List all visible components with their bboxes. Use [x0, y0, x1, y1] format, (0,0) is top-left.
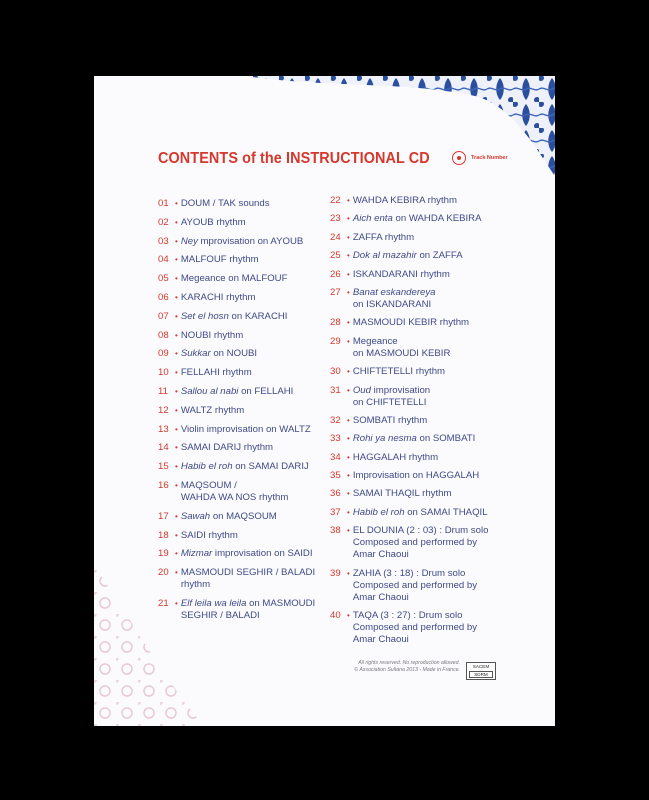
track-number: 36 — [330, 488, 341, 500]
track-item — [158, 292, 328, 304]
track-item — [330, 317, 530, 329]
track-title-italic: Aich enta — [352, 213, 393, 225]
bullet-icon: • — [175, 236, 178, 246]
track-title-text: TAQA (3 : 27) : Drum solo — [352, 610, 463, 622]
track-title-text: Megeance on MALFOUF — [180, 273, 288, 285]
track-number: 32 — [330, 414, 341, 426]
track-title — [353, 452, 530, 464]
bullet-icon: • — [175, 199, 178, 208]
track-list-left — [158, 198, 328, 629]
bullet-icon: • — [175, 330, 178, 340]
track-title — [353, 232, 530, 244]
track-title — [181, 530, 328, 542]
track-title-text: MALFOUF rhythm — [180, 254, 259, 266]
bullet-icon: • — [175, 598, 178, 608]
track-number: 23 — [330, 213, 341, 225]
track-item — [330, 507, 530, 519]
bullet-icon: • — [175, 549, 178, 559]
track-item — [158, 236, 328, 248]
track-title-italic: Mizmar — [180, 548, 213, 560]
track-number-icon — [452, 151, 466, 165]
track-item — [330, 525, 530, 561]
bullet-icon: • — [347, 526, 350, 536]
track-item — [158, 330, 328, 342]
track-number: 04 — [158, 254, 169, 266]
track-number: 07 — [158, 310, 169, 322]
bullet-icon: • — [347, 415, 350, 425]
track-title — [181, 461, 328, 473]
track-title-text: on ISKANDARANI — [352, 298, 432, 310]
track-title — [181, 511, 328, 523]
track-item — [330, 385, 530, 409]
bullet-icon: • — [175, 511, 178, 521]
track-title — [353, 488, 530, 500]
track-item — [158, 367, 328, 379]
track-number: 17 — [158, 510, 169, 522]
bullet-icon: • — [347, 251, 350, 261]
track-number: 38 — [330, 525, 341, 537]
bullet-icon: • — [175, 255, 178, 265]
track-number: 20 — [158, 567, 169, 579]
track-title-italic: Sukkar — [180, 348, 211, 360]
track-number: 27 — [330, 286, 341, 298]
track-item — [330, 336, 530, 360]
track-item — [330, 287, 530, 311]
bullet-icon: • — [175, 568, 178, 578]
track-number: 34 — [330, 451, 341, 463]
track-title-text: Composed and performed by — [352, 622, 478, 634]
track-title-text: WAHDA KEBIRA rhythm — [352, 195, 457, 206]
bullet-icon: • — [175, 480, 178, 490]
track-number: 22 — [330, 195, 341, 206]
track-title-text: ISKANDARANI rhythm — [352, 268, 450, 280]
track-title-text: SAMAI THAQIL rhythm — [352, 488, 452, 500]
track-number: 19 — [158, 548, 169, 560]
bullet-icon: • — [347, 269, 350, 279]
track-title — [353, 610, 530, 646]
track-title-italic: Habib el roh — [180, 461, 233, 473]
track-number: 06 — [158, 291, 169, 303]
track-title — [353, 507, 530, 519]
track-title — [181, 598, 328, 622]
track-title-text: on ZAFFA — [416, 250, 463, 262]
bullet-icon: • — [347, 287, 350, 297]
track-item — [158, 548, 328, 560]
track-title-text: DOUM / TAK sounds — [180, 198, 270, 209]
track-title — [353, 336, 530, 360]
bullet-icon: • — [347, 611, 350, 621]
bullet-icon: • — [175, 386, 178, 396]
track-title-text: on SOMBATI — [416, 433, 476, 445]
copyright-notice — [298, 660, 460, 674]
bullet-icon: • — [175, 424, 178, 434]
track-title-text: HAGGALAH rhythm — [352, 451, 439, 463]
track-item — [158, 480, 328, 504]
track-title-text: KARACHI rhythm — [180, 291, 256, 303]
track-title-text: on WAHDA KEBIRA — [392, 213, 482, 225]
track-number: 24 — [330, 231, 341, 243]
track-item — [330, 470, 530, 482]
track-title — [181, 198, 328, 210]
track-number: 14 — [158, 442, 169, 454]
track-title-text: SOMBATI rhythm — [352, 414, 428, 426]
track-title-text: NOUBI rhythm — [180, 329, 244, 341]
bullet-icon: • — [175, 217, 178, 227]
track-item — [330, 433, 530, 445]
track-title-text: MASMOUDI SEGHIR / BALADI — [180, 567, 316, 579]
booklet-page — [94, 76, 555, 726]
track-title-italic: Oud — [352, 384, 371, 396]
track-item — [158, 461, 328, 473]
track-title — [353, 415, 530, 427]
track-title-text: on SAMAI DARIJ — [232, 461, 309, 473]
track-title-text: on NOUBI — [210, 348, 258, 360]
track-title — [353, 287, 530, 311]
track-title-text: Improvisation on HAGGALAH — [352, 470, 480, 482]
track-title — [181, 236, 328, 248]
track-item — [158, 598, 328, 622]
track-number: 26 — [330, 268, 341, 280]
track-title-text: Composed and performed by — [352, 579, 478, 591]
track-title-italic: Rohi ya nesma — [352, 433, 417, 445]
track-title-text: Violin improvisation on WALTZ — [180, 423, 311, 435]
track-item — [158, 511, 328, 523]
copyright-line-1: All rights reserved. No reproduction allowed. — [358, 660, 460, 666]
bullet-icon: • — [347, 367, 350, 377]
track-title — [181, 405, 328, 417]
track-number: 08 — [158, 329, 169, 341]
bullet-icon: • — [347, 214, 350, 224]
track-item — [330, 232, 530, 244]
track-title — [181, 330, 328, 342]
track-item — [330, 488, 530, 500]
track-title-text: WAHDA WA NOS rhythm — [180, 491, 289, 503]
track-item — [330, 195, 530, 207]
bullet-icon: • — [347, 336, 350, 346]
track-title — [353, 433, 530, 445]
track-title-text: ZAHIA (3 : 18) : Drum solo — [352, 567, 466, 579]
bullet-icon: • — [175, 292, 178, 302]
track-title-text: rhythm — [180, 579, 211, 591]
track-item — [158, 217, 328, 229]
track-title — [353, 195, 530, 207]
track-title — [181, 217, 328, 229]
track-title-text: AYOUB rhythm — [180, 216, 246, 228]
track-number: 33 — [330, 433, 341, 445]
track-title — [353, 317, 530, 329]
track-title-text: MAQSOUM / — [180, 479, 237, 491]
track-title — [353, 470, 530, 482]
track-title — [181, 348, 328, 360]
track-number: 10 — [158, 367, 169, 379]
track-title-text: mprovisation on AYOUB — [197, 235, 304, 247]
bullet-icon: • — [175, 274, 178, 284]
track-title-italic: Ney — [180, 235, 198, 247]
track-title-italic: Sallou al nabi — [180, 385, 239, 397]
track-title — [181, 273, 328, 285]
track-title — [181, 442, 328, 454]
track-number: 37 — [330, 506, 341, 518]
track-item — [158, 442, 328, 454]
bullet-icon: • — [347, 471, 350, 481]
track-title — [353, 269, 530, 281]
track-title — [353, 366, 530, 378]
track-item — [158, 348, 328, 360]
bullet-icon: • — [347, 434, 350, 444]
bullet-icon: • — [175, 349, 178, 359]
track-title-italic: Habib el roh — [352, 506, 405, 518]
track-title-italic: Banat eskandereya — [352, 286, 436, 298]
track-number: 31 — [330, 384, 341, 396]
track-item — [158, 254, 328, 266]
track-title-italic: Sawah — [180, 510, 211, 522]
track-title — [181, 254, 328, 266]
track-number: 39 — [330, 567, 341, 579]
track-title — [353, 213, 530, 225]
track-number: 05 — [158, 273, 169, 285]
track-number: 13 — [158, 423, 169, 435]
track-item — [158, 405, 328, 417]
bullet-icon: • — [347, 196, 350, 205]
track-item — [158, 530, 328, 542]
track-number: 16 — [158, 479, 169, 491]
track-title — [181, 567, 328, 591]
track-title — [353, 568, 530, 604]
track-title-text: EL DOUNIA (2 : 03) : Drum solo — [352, 525, 489, 537]
sacem-logo — [466, 662, 496, 680]
track-item — [330, 610, 530, 646]
track-title-text: ZAFFA rhythm — [352, 231, 415, 243]
track-number: 25 — [330, 250, 341, 262]
bullet-icon: • — [347, 318, 350, 328]
track-number: 12 — [158, 404, 169, 416]
track-number: 28 — [330, 317, 341, 329]
track-item — [330, 213, 530, 225]
track-title-text: Amar Chaoui — [352, 634, 409, 646]
legend-label: Track Number — [471, 155, 508, 161]
track-number: 30 — [330, 366, 341, 378]
bullet-icon: • — [175, 368, 178, 378]
track-number: 21 — [158, 597, 169, 609]
legend — [452, 151, 508, 165]
bullet-icon: • — [175, 311, 178, 321]
track-title-text: on MAQSOUM — [210, 510, 277, 522]
track-item — [330, 568, 530, 604]
track-number: 03 — [158, 235, 169, 247]
track-number: 18 — [158, 529, 169, 541]
track-title-text: on MASMOUDI — [246, 597, 316, 609]
bullet-icon: • — [347, 507, 350, 517]
track-title-text: MASMOUDI KEBIR rhythm — [352, 317, 470, 329]
track-item — [158, 311, 328, 323]
copyright-line-2: © Association Sultana 2013 - Made in France. — [354, 667, 460, 673]
track-title-text: CHIFTETELLI rhythm — [352, 366, 446, 378]
track-title — [181, 292, 328, 304]
track-list-right — [330, 195, 530, 652]
track-title-text: on FELLAHI — [238, 385, 294, 397]
track-number: 15 — [158, 461, 169, 473]
track-number: 09 — [158, 348, 169, 360]
track-number: 40 — [330, 610, 341, 622]
track-title-text: Megeance — [352, 335, 398, 347]
track-title-text: SAIDI rhythm — [180, 529, 238, 541]
bullet-icon: • — [347, 232, 350, 242]
track-title-text: SAMAI DARIJ rhythm — [180, 442, 274, 454]
track-item — [158, 386, 328, 398]
bullet-icon: • — [347, 489, 350, 499]
track-title — [353, 525, 530, 561]
track-title-text: Amar Chaoui — [352, 549, 409, 561]
track-item — [330, 452, 530, 464]
track-title-text: on CHIFTETELLI — [352, 396, 427, 408]
bullet-icon: • — [175, 462, 178, 472]
track-title-text: on MASMOUDI KEBIR — [352, 347, 451, 359]
track-title — [181, 386, 328, 398]
bullet-icon: • — [175, 405, 178, 415]
track-item — [158, 273, 328, 285]
track-number: 11 — [158, 385, 168, 397]
track-title-text: on KARACHI — [228, 310, 288, 322]
track-title-text: Composed and performed by — [352, 537, 478, 549]
bullet-icon: • — [347, 568, 350, 578]
track-item — [330, 415, 530, 427]
bullet-icon: • — [175, 443, 178, 453]
sacem-logo-bottom: SDRM — [469, 671, 493, 678]
track-title — [181, 480, 328, 504]
sacem-logo-top: SACEM — [472, 664, 490, 669]
track-title-italic: Dok al mazahir — [352, 250, 417, 262]
track-title-italic: Set el hosn — [180, 310, 229, 322]
track-item — [330, 269, 530, 281]
track-title-text: SEGHIR / BALADI — [180, 609, 260, 621]
track-title-text: FELLAHI rhythm — [180, 367, 252, 379]
track-number: 35 — [330, 470, 341, 482]
track-title-text: improvisation on SAIDI — [212, 548, 313, 560]
bullet-icon: • — [175, 530, 178, 540]
track-title — [181, 548, 328, 560]
track-item — [158, 567, 328, 591]
track-title-text: improvisation — [370, 384, 431, 396]
track-number: 29 — [330, 335, 341, 347]
bullet-icon: • — [347, 452, 350, 462]
track-item — [158, 198, 328, 210]
track-item — [330, 366, 530, 378]
track-item — [330, 250, 530, 262]
track-item — [158, 424, 328, 436]
track-number: 02 — [158, 216, 169, 228]
track-title-italic: Elf leila wa leila — [180, 597, 247, 609]
track-title-text: WALTZ rhythm — [180, 404, 245, 416]
track-number: 01 — [158, 198, 169, 209]
bullet-icon: • — [347, 385, 350, 395]
track-title-text: Amar Chaoui — [352, 591, 409, 603]
track-title — [181, 424, 328, 436]
track-title — [353, 250, 530, 262]
track-title — [353, 385, 530, 409]
page-title: CONTENTS of the INSTRUCTIONAL CD — [158, 150, 430, 167]
track-title — [181, 311, 328, 323]
track-title — [181, 367, 328, 379]
track-title-text: on SAMAI THAQIL — [404, 506, 488, 518]
